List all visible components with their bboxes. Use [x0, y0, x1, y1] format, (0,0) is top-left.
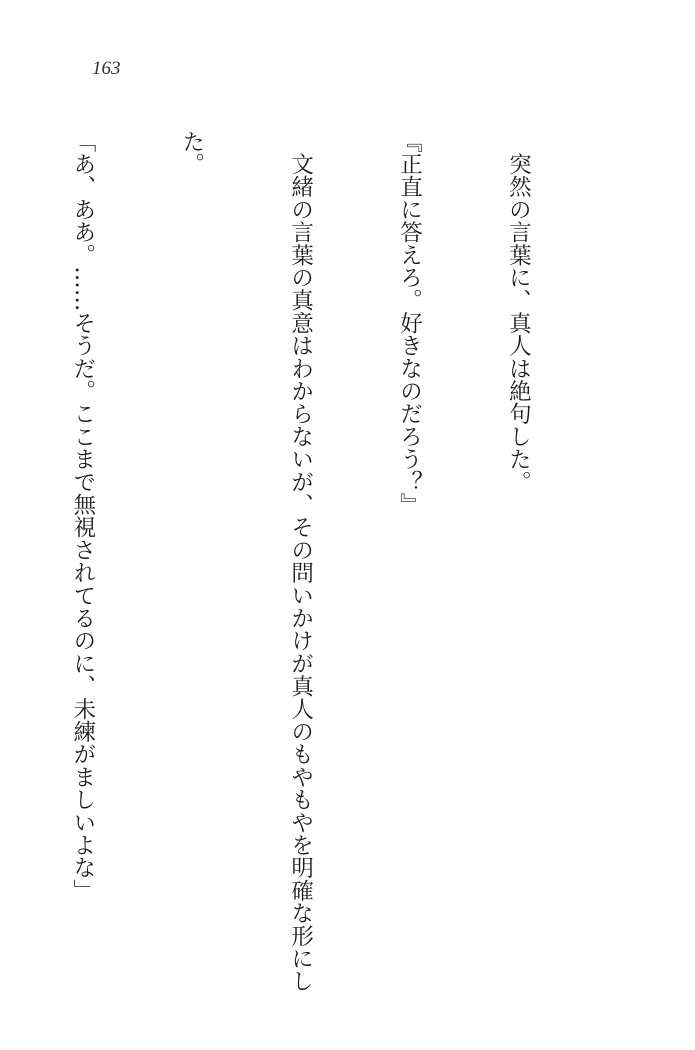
novel-text-block	[0, 130, 609, 1000]
text-line: 「あ、ああ。……そうだ。ここまで無視されてるのに、未練がましいよな」	[69, 130, 96, 902]
text-line: た。	[178, 130, 205, 176]
text-line: 『正直に答えろ。好きなのだろう？』	[396, 130, 423, 516]
text-line: 文緒の言葉の真意はわからないが、その問いかけが真人のもやもやを明確な形にし	[287, 130, 314, 993]
text-line: 突然の言葉に、真人は絶句した。	[505, 130, 532, 494]
page-number: 163	[92, 58, 121, 79]
